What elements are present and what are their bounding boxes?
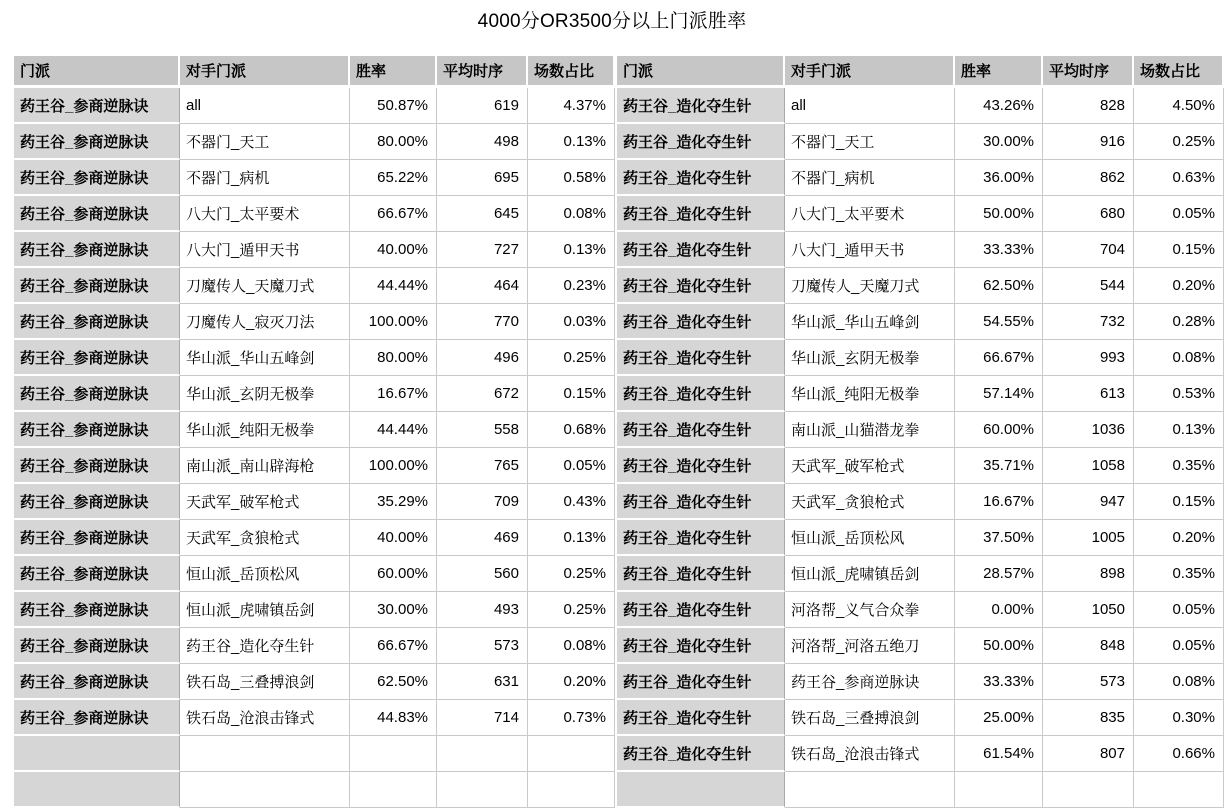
share-cell[interactable]: 0.08% bbox=[528, 628, 615, 664]
win-rate-cell[interactable]: 30.00% bbox=[350, 592, 437, 628]
avg-time-cell[interactable]: 765 bbox=[437, 448, 528, 484]
avg-time-cell[interactable]: 770 bbox=[437, 304, 528, 340]
avg-time-cell[interactable]: 732 bbox=[1043, 304, 1134, 340]
avg-time-cell[interactable]: 916 bbox=[1043, 124, 1134, 160]
avg-time-cell[interactable]: 1005 bbox=[1043, 520, 1134, 556]
opponent-cell[interactable] bbox=[785, 772, 955, 808]
sect-cell[interactable]: 药王谷_参商逆脉诀 bbox=[14, 340, 180, 376]
win-rate-cell[interactable] bbox=[955, 772, 1043, 808]
share-cell[interactable]: 0.05% bbox=[1134, 628, 1224, 664]
win-rate-cell[interactable]: 44.83% bbox=[350, 700, 437, 736]
opponent-cell[interactable]: 刀魔传人_天魔刀式 bbox=[180, 268, 350, 304]
share-cell[interactable]: 0.25% bbox=[528, 340, 615, 376]
column-header-sect[interactable]: 门派 bbox=[14, 56, 180, 88]
win-rate-cell[interactable]: 35.71% bbox=[955, 448, 1043, 484]
table-row bbox=[14, 556, 615, 592]
avg-time-cell[interactable]: 828 bbox=[1043, 88, 1134, 124]
sect-cell[interactable]: 药王谷_参商逆脉诀 bbox=[14, 700, 180, 736]
sect-cell[interactable]: 药王谷_参商逆脉诀 bbox=[14, 160, 180, 196]
opponent-cell[interactable]: all bbox=[180, 88, 350, 124]
win-rate-cell[interactable]: 54.55% bbox=[955, 304, 1043, 340]
avg-time-cell[interactable]: 573 bbox=[437, 628, 528, 664]
win-rate-cell[interactable]: 80.00% bbox=[350, 124, 437, 160]
opponent-cell[interactable]: 南山派_山猫潜龙拳 bbox=[785, 412, 955, 448]
table-row bbox=[14, 376, 615, 412]
win-rate-cell[interactable]: 60.00% bbox=[955, 412, 1043, 448]
avg-time-cell[interactable]: 704 bbox=[1043, 232, 1134, 268]
avg-time-cell[interactable]: 573 bbox=[1043, 664, 1134, 700]
sect-cell[interactable]: 药王谷_参商逆脉诀 bbox=[14, 520, 180, 556]
win-rate-cell[interactable]: 62.50% bbox=[955, 268, 1043, 304]
sect-cell[interactable]: 药王谷_造化夺生针 bbox=[617, 88, 785, 124]
avg-time-cell[interactable]: 464 bbox=[437, 268, 528, 304]
sect-cell[interactable]: 药王谷_参商逆脉诀 bbox=[14, 484, 180, 520]
table-row bbox=[617, 124, 1224, 160]
opponent-cell[interactable]: 天武军_贪狼枪式 bbox=[180, 520, 350, 556]
share-cell[interactable]: 0.28% bbox=[1134, 304, 1224, 340]
opponent-cell[interactable]: 天武军_破军枪式 bbox=[785, 448, 955, 484]
table-body-right bbox=[617, 88, 1224, 808]
sect-cell[interactable]: 药王谷_造化夺生针 bbox=[617, 412, 785, 448]
avg-time-cell[interactable] bbox=[437, 736, 528, 772]
table-row bbox=[14, 736, 615, 772]
avg-time-cell[interactable]: 1036 bbox=[1043, 412, 1134, 448]
opponent-cell[interactable]: 不器门_病机 bbox=[785, 160, 955, 196]
opponent-cell[interactable]: 天武军_贪狼枪式 bbox=[785, 484, 955, 520]
share-cell[interactable]: 0.05% bbox=[1134, 592, 1224, 628]
opponent-cell[interactable]: 铁石岛_沧浪击锋式 bbox=[785, 736, 955, 772]
win-rate-table-left bbox=[14, 56, 615, 808]
avg-time-cell[interactable]: 496 bbox=[437, 340, 528, 376]
avg-time-cell[interactable]: 558 bbox=[437, 412, 528, 448]
column-header-win-rate[interactable]: 胜率 bbox=[955, 56, 1043, 88]
win-rate-cell[interactable]: 50.87% bbox=[350, 88, 437, 124]
win-rate-cell[interactable]: 61.54% bbox=[955, 736, 1043, 772]
win-rate-cell[interactable]: 60.00% bbox=[350, 556, 437, 592]
sect-cell[interactable]: 药王谷_造化夺生针 bbox=[617, 628, 785, 664]
table-row bbox=[617, 592, 1224, 628]
opponent-cell[interactable]: 华山派_玄阴无极拳 bbox=[180, 376, 350, 412]
avg-time-cell[interactable] bbox=[437, 772, 528, 808]
avg-time-cell[interactable]: 631 bbox=[437, 664, 528, 700]
share-cell[interactable]: 0.15% bbox=[1134, 232, 1224, 268]
opponent-cell[interactable]: 刀魔传人_寂灭刀法 bbox=[180, 304, 350, 340]
column-header-share[interactable]: 场数占比 bbox=[1134, 56, 1224, 88]
avg-time-cell[interactable]: 695 bbox=[437, 160, 528, 196]
opponent-cell[interactable]: all bbox=[785, 88, 955, 124]
share-cell[interactable]: 0.30% bbox=[1134, 700, 1224, 736]
share-cell[interactable]: 0.08% bbox=[1134, 340, 1224, 376]
opponent-cell[interactable]: 八大门_太平要术 bbox=[785, 196, 955, 232]
sect-cell[interactable]: 药王谷_造化夺生针 bbox=[617, 124, 785, 160]
column-header-share[interactable]: 场数占比 bbox=[528, 56, 615, 88]
share-cell[interactable]: 0.08% bbox=[1134, 664, 1224, 700]
share-cell[interactable]: 0.03% bbox=[528, 304, 615, 340]
avg-time-cell[interactable]: 1058 bbox=[1043, 448, 1134, 484]
table-row bbox=[14, 88, 615, 124]
opponent-cell[interactable]: 河洛帮_河洛五绝刀 bbox=[785, 628, 955, 664]
win-rate-cell[interactable]: 28.57% bbox=[955, 556, 1043, 592]
sect-cell[interactable]: 药王谷_参商逆脉诀 bbox=[14, 628, 180, 664]
header-row bbox=[617, 56, 1224, 88]
share-cell[interactable]: 0.25% bbox=[528, 556, 615, 592]
table-row bbox=[14, 412, 615, 448]
table-row bbox=[14, 340, 615, 376]
opponent-cell[interactable]: 八大门_遁甲天书 bbox=[180, 232, 350, 268]
opponent-cell[interactable]: 八大门_太平要术 bbox=[180, 196, 350, 232]
share-cell[interactable]: 0.08% bbox=[528, 196, 615, 232]
table-row bbox=[617, 268, 1224, 304]
sect-cell[interactable]: 药王谷_造化夺生针 bbox=[617, 160, 785, 196]
share-cell[interactable]: 0.53% bbox=[1134, 376, 1224, 412]
sect-cell[interactable]: 药王谷_造化夺生针 bbox=[617, 376, 785, 412]
sect-cell[interactable]: 药王谷_造化夺生针 bbox=[617, 268, 785, 304]
table-row bbox=[617, 484, 1224, 520]
table-row bbox=[14, 592, 615, 628]
avg-time-cell[interactable]: 807 bbox=[1043, 736, 1134, 772]
sect-cell[interactable]: 药王谷_造化夺生针 bbox=[617, 484, 785, 520]
avg-time-cell[interactable]: 493 bbox=[437, 592, 528, 628]
share-cell[interactable]: 4.37% bbox=[528, 88, 615, 124]
sect-cell[interactable] bbox=[14, 736, 180, 772]
table-row bbox=[617, 736, 1224, 772]
opponent-cell[interactable]: 不器门_天工 bbox=[180, 124, 350, 160]
avg-time-cell[interactable]: 947 bbox=[1043, 484, 1134, 520]
avg-time-cell[interactable]: 672 bbox=[437, 376, 528, 412]
table-row bbox=[14, 124, 615, 160]
share-cell[interactable] bbox=[1134, 772, 1224, 808]
avg-time-cell[interactable]: 1050 bbox=[1043, 592, 1134, 628]
sect-cell[interactable]: 药王谷_参商逆脉诀 bbox=[14, 124, 180, 160]
table-row bbox=[14, 484, 615, 520]
opponent-cell[interactable]: 恒山派_虎啸镇岳剑 bbox=[180, 592, 350, 628]
sect-cell[interactable]: 药王谷_参商逆脉诀 bbox=[14, 196, 180, 232]
table-row bbox=[14, 628, 615, 664]
opponent-cell[interactable]: 八大门_遁甲天书 bbox=[785, 232, 955, 268]
avg-time-cell[interactable]: 848 bbox=[1043, 628, 1134, 664]
table-row bbox=[617, 376, 1224, 412]
win-rate-cell[interactable] bbox=[350, 772, 437, 808]
opponent-cell[interactable]: 恒山派_岳顶松风 bbox=[180, 556, 350, 592]
sect-cell[interactable]: 药王谷_参商逆脉诀 bbox=[14, 592, 180, 628]
table-row bbox=[617, 160, 1224, 196]
sect-cell[interactable]: 药王谷_造化夺生针 bbox=[617, 664, 785, 700]
opponent-cell[interactable]: 南山派_南山辟海枪 bbox=[180, 448, 350, 484]
share-cell[interactable]: 0.20% bbox=[1134, 520, 1224, 556]
opponent-cell[interactable] bbox=[180, 736, 350, 772]
share-cell[interactable]: 0.13% bbox=[1134, 412, 1224, 448]
sect-cell[interactable]: 药王谷_造化夺生针 bbox=[617, 196, 785, 232]
avg-time-cell[interactable]: 862 bbox=[1043, 160, 1134, 196]
opponent-cell[interactable] bbox=[180, 772, 350, 808]
page-title: 4000分OR3500分以上门派胜率 bbox=[477, 11, 747, 32]
sect-cell[interactable]: 药王谷_造化夺生针 bbox=[617, 700, 785, 736]
win-rate-cell[interactable]: 66.67% bbox=[350, 628, 437, 664]
column-header-avg-time[interactable]: 平均时序 bbox=[437, 56, 528, 88]
table-row bbox=[14, 448, 615, 484]
opponent-cell[interactable]: 不器门_病机 bbox=[180, 160, 350, 196]
table-row bbox=[617, 556, 1224, 592]
avg-time-cell[interactable]: 645 bbox=[437, 196, 528, 232]
share-cell[interactable] bbox=[528, 736, 615, 772]
sect-cell[interactable]: 药王谷_造化夺生针 bbox=[617, 592, 785, 628]
table-row bbox=[617, 232, 1224, 268]
win-rate-cell[interactable]: 36.00% bbox=[955, 160, 1043, 196]
sect-cell[interactable]: 药王谷_造化夺生针 bbox=[617, 736, 785, 772]
table-row bbox=[617, 88, 1224, 124]
win-rate-cell[interactable]: 33.33% bbox=[955, 664, 1043, 700]
win-rate-cell[interactable]: 100.00% bbox=[350, 304, 437, 340]
win-rate-cell[interactable]: 50.00% bbox=[955, 196, 1043, 232]
share-cell[interactable]: 0.25% bbox=[1134, 124, 1224, 160]
share-cell[interactable]: 0.13% bbox=[528, 520, 615, 556]
sect-cell[interactable]: 药王谷_参商逆脉诀 bbox=[14, 556, 180, 592]
share-cell[interactable]: 0.15% bbox=[528, 376, 615, 412]
avg-time-cell[interactable]: 714 bbox=[437, 700, 528, 736]
share-cell[interactable]: 0.63% bbox=[1134, 160, 1224, 196]
avg-time-cell[interactable]: 560 bbox=[437, 556, 528, 592]
win-rate-cell[interactable]: 43.26% bbox=[955, 88, 1043, 124]
avg-time-cell[interactable]: 544 bbox=[1043, 268, 1134, 304]
win-rate-cell[interactable]: 25.00% bbox=[955, 700, 1043, 736]
win-rate-cell[interactable]: 62.50% bbox=[350, 664, 437, 700]
sect-cell[interactable]: 药王谷_参商逆脉诀 bbox=[14, 268, 180, 304]
table-row bbox=[617, 448, 1224, 484]
opponent-cell[interactable]: 华山派_纯阳无极拳 bbox=[785, 376, 955, 412]
win-rate-cell[interactable]: 33.33% bbox=[955, 232, 1043, 268]
avg-time-cell[interactable]: 498 bbox=[437, 124, 528, 160]
win-rate-cell[interactable]: 16.67% bbox=[955, 484, 1043, 520]
sect-cell[interactable]: 药王谷_参商逆脉诀 bbox=[14, 304, 180, 340]
opponent-cell[interactable]: 刀魔传人_天魔刀式 bbox=[785, 268, 955, 304]
share-cell[interactable]: 0.05% bbox=[528, 448, 615, 484]
share-cell[interactable]: 0.35% bbox=[1134, 556, 1224, 592]
table-row bbox=[617, 196, 1224, 232]
opponent-cell[interactable]: 华山派_华山五峰剑 bbox=[785, 304, 955, 340]
share-cell[interactable]: 0.20% bbox=[528, 664, 615, 700]
opponent-cell[interactable]: 华山派_纯阳无极拳 bbox=[180, 412, 350, 448]
opponent-cell[interactable]: 药王谷_参商逆脉诀 bbox=[785, 664, 955, 700]
avg-time-cell[interactable]: 469 bbox=[437, 520, 528, 556]
table-row bbox=[14, 196, 615, 232]
sect-cell[interactable] bbox=[14, 772, 180, 808]
opponent-cell[interactable]: 恒山派_岳顶松风 bbox=[785, 520, 955, 556]
share-cell[interactable]: 0.13% bbox=[528, 124, 615, 160]
table-row bbox=[14, 232, 615, 268]
table-row bbox=[14, 664, 615, 700]
share-cell[interactable] bbox=[528, 772, 615, 808]
sect-cell[interactable]: 药王谷_造化夺生针 bbox=[617, 520, 785, 556]
win-rate-cell[interactable]: 57.14% bbox=[955, 376, 1043, 412]
table-body-left bbox=[14, 88, 615, 808]
sect-cell[interactable]: 药王谷_参商逆脉诀 bbox=[14, 232, 180, 268]
avg-time-cell[interactable]: 619 bbox=[437, 88, 528, 124]
avg-time-cell[interactable]: 898 bbox=[1043, 556, 1134, 592]
share-cell[interactable]: 0.73% bbox=[528, 700, 615, 736]
avg-time-cell[interactable]: 709 bbox=[437, 484, 528, 520]
opponent-cell[interactable]: 恒山派_虎啸镇岳剑 bbox=[785, 556, 955, 592]
share-cell[interactable]: 0.68% bbox=[528, 412, 615, 448]
opponent-cell[interactable]: 天武军_破军枪式 bbox=[180, 484, 350, 520]
win-rate-cell[interactable]: 37.50% bbox=[955, 520, 1043, 556]
win-rate-cell[interactable]: 16.67% bbox=[350, 376, 437, 412]
sect-cell[interactable]: 药王谷_参商逆脉诀 bbox=[14, 448, 180, 484]
share-cell[interactable]: 0.15% bbox=[1134, 484, 1224, 520]
win-rate-cell[interactable]: 66.67% bbox=[955, 340, 1043, 376]
table-row bbox=[617, 340, 1224, 376]
sect-cell[interactable]: 药王谷_参商逆脉诀 bbox=[14, 664, 180, 700]
share-cell[interactable]: 0.58% bbox=[528, 160, 615, 196]
column-header-sect[interactable]: 门派 bbox=[617, 56, 785, 88]
column-header-avg-time[interactable]: 平均时序 bbox=[1043, 56, 1134, 88]
table-row bbox=[617, 628, 1224, 664]
win-rate-cell[interactable]: 80.00% bbox=[350, 340, 437, 376]
share-cell[interactable]: 0.43% bbox=[528, 484, 615, 520]
opponent-cell[interactable]: 药王谷_造化夺生针 bbox=[180, 628, 350, 664]
sect-cell[interactable] bbox=[617, 772, 785, 808]
sect-cell[interactable]: 药王谷_造化夺生针 bbox=[617, 232, 785, 268]
opponent-cell[interactable]: 华山派_华山五峰剑 bbox=[180, 340, 350, 376]
share-cell[interactable]: 0.66% bbox=[1134, 736, 1224, 772]
tables-container bbox=[14, 56, 1224, 808]
win-rate-table-right bbox=[617, 56, 1224, 808]
avg-time-cell[interactable]: 613 bbox=[1043, 376, 1134, 412]
table-row bbox=[617, 664, 1224, 700]
avg-time-cell[interactable]: 680 bbox=[1043, 196, 1134, 232]
share-cell[interactable]: 0.13% bbox=[528, 232, 615, 268]
win-rate-cell[interactable]: 40.00% bbox=[350, 520, 437, 556]
opponent-cell[interactable]: 华山派_玄阴无极拳 bbox=[785, 340, 955, 376]
column-header-win-rate[interactable]: 胜率 bbox=[350, 56, 437, 88]
win-rate-cell[interactable]: 50.00% bbox=[955, 628, 1043, 664]
table-row bbox=[14, 304, 615, 340]
opponent-cell[interactable]: 铁石岛_沧浪击锋式 bbox=[180, 700, 350, 736]
table-row bbox=[14, 772, 615, 808]
avg-time-cell[interactable]: 835 bbox=[1043, 700, 1134, 736]
table-row bbox=[617, 700, 1224, 736]
sect-cell[interactable]: 药王谷_造化夺生针 bbox=[617, 448, 785, 484]
table-row bbox=[617, 304, 1224, 340]
win-rate-cell[interactable]: 65.22% bbox=[350, 160, 437, 196]
table-row bbox=[617, 520, 1224, 556]
win-rate-cell[interactable]: 44.44% bbox=[350, 268, 437, 304]
win-rate-cell[interactable]: 35.29% bbox=[350, 484, 437, 520]
share-cell[interactable]: 0.35% bbox=[1134, 448, 1224, 484]
win-rate-cell[interactable]: 40.00% bbox=[350, 232, 437, 268]
header-row bbox=[14, 56, 615, 88]
table-row bbox=[14, 700, 615, 736]
share-cell[interactable]: 4.50% bbox=[1134, 88, 1224, 124]
win-rate-cell[interactable]: 0.00% bbox=[955, 592, 1043, 628]
table-row bbox=[14, 160, 615, 196]
column-header-opponent[interactable]: 对手门派 bbox=[180, 56, 350, 88]
sect-cell[interactable]: 药王谷_造化夺生针 bbox=[617, 340, 785, 376]
sect-cell[interactable]: 药王谷_造化夺生针 bbox=[617, 556, 785, 592]
sect-cell[interactable]: 药王谷_参商逆脉诀 bbox=[14, 88, 180, 124]
avg-time-cell[interactable] bbox=[1043, 772, 1134, 808]
share-cell[interactable]: 0.25% bbox=[528, 592, 615, 628]
opponent-cell[interactable]: 不器门_天工 bbox=[785, 124, 955, 160]
sect-cell[interactable]: 药王谷_造化夺生针 bbox=[617, 304, 785, 340]
table-row bbox=[14, 268, 615, 304]
share-cell[interactable]: 0.05% bbox=[1134, 196, 1224, 232]
opponent-cell[interactable]: 铁石岛_三叠搏浪剑 bbox=[180, 664, 350, 700]
sect-cell[interactable]: 药王谷_参商逆脉诀 bbox=[14, 412, 180, 448]
opponent-cell[interactable]: 铁石岛_三叠搏浪剑 bbox=[785, 700, 955, 736]
avg-time-cell[interactable]: 993 bbox=[1043, 340, 1134, 376]
column-header-opponent[interactable]: 对手门派 bbox=[785, 56, 955, 88]
win-rate-cell[interactable]: 66.67% bbox=[350, 196, 437, 232]
sect-cell[interactable]: 药王谷_参商逆脉诀 bbox=[14, 376, 180, 412]
win-rate-cell[interactable]: 30.00% bbox=[955, 124, 1043, 160]
table-row bbox=[617, 412, 1224, 448]
win-rate-cell[interactable] bbox=[350, 736, 437, 772]
table-row bbox=[617, 772, 1224, 808]
share-cell[interactable]: 0.20% bbox=[1134, 268, 1224, 304]
table-row bbox=[14, 520, 615, 556]
share-cell[interactable]: 0.23% bbox=[528, 268, 615, 304]
opponent-cell[interactable]: 河洛帮_义气合众拳 bbox=[785, 592, 955, 628]
avg-time-cell[interactable]: 727 bbox=[437, 232, 528, 268]
win-rate-cell[interactable]: 44.44% bbox=[350, 412, 437, 448]
win-rate-cell[interactable]: 100.00% bbox=[350, 448, 437, 484]
